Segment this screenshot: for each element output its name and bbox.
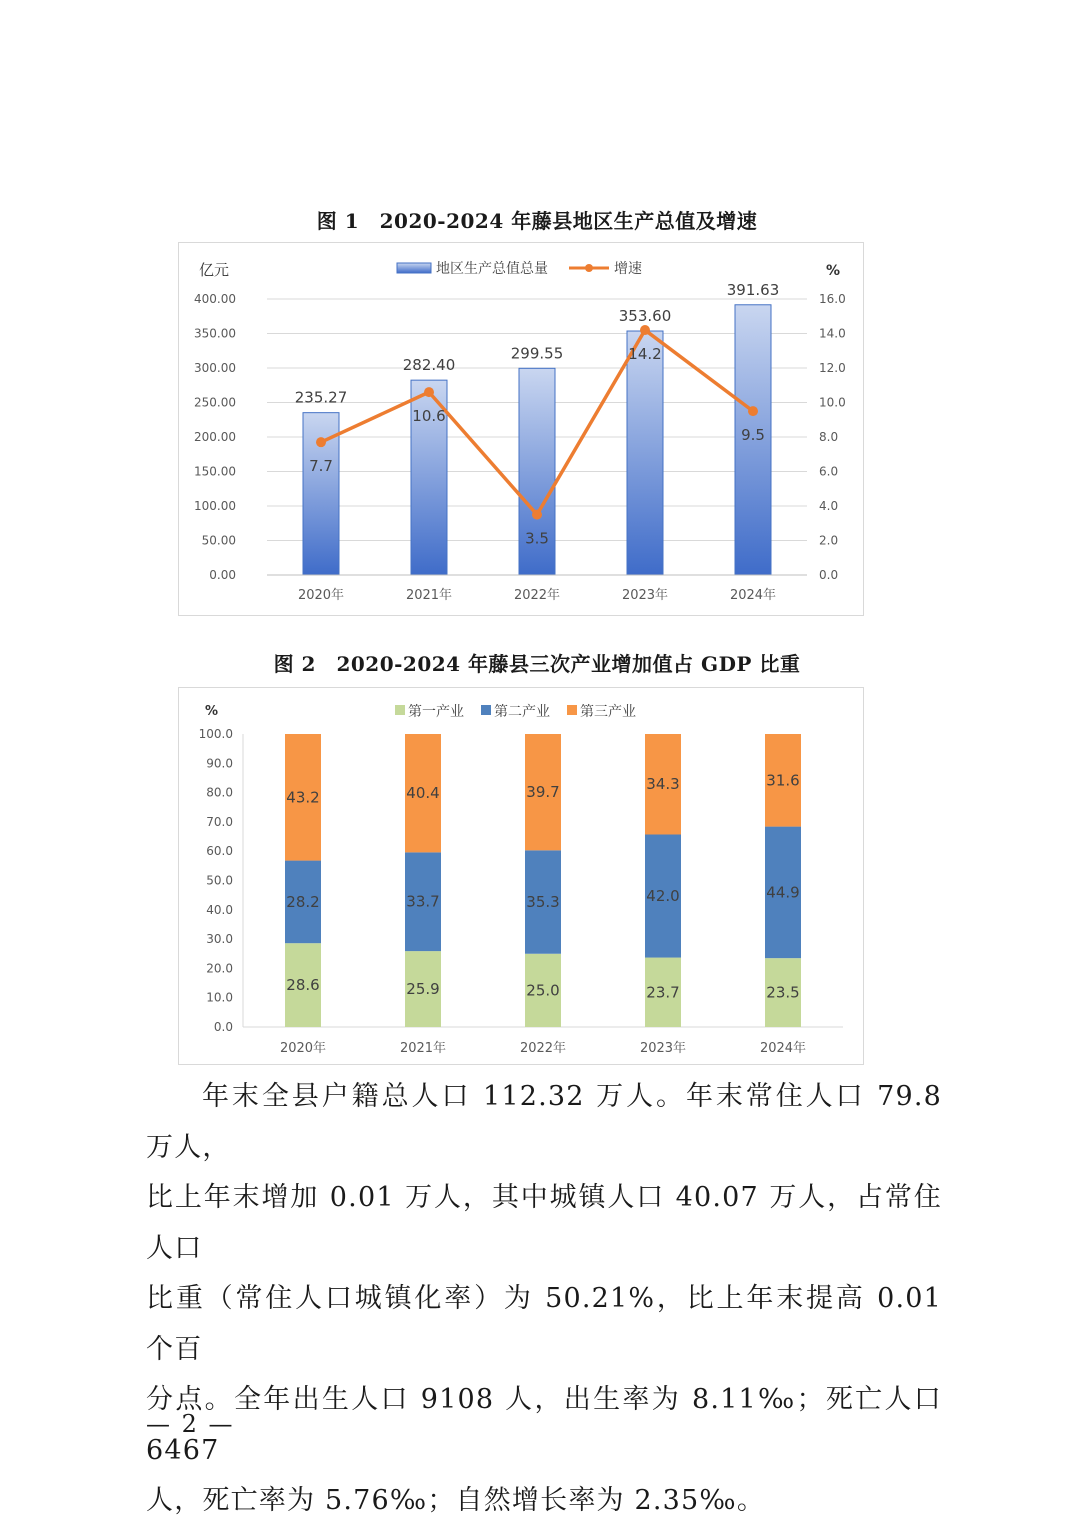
- x-tick-label: 2021年: [405, 588, 453, 603]
- x-tick-label: 2020年: [297, 588, 345, 603]
- x-tick-label: 2020年: [279, 1041, 327, 1056]
- segment-label: 23.5: [766, 983, 800, 1002]
- x-tick-label: 2021年: [399, 1041, 447, 1056]
- y-left-tick-label: 0.00: [209, 568, 236, 582]
- figure-2-chart: [178, 687, 864, 1065]
- y-left-tick-label: 50.00: [201, 533, 236, 548]
- y-tick-label: 70.0: [206, 814, 233, 829]
- legend-label: 第一产业: [408, 704, 464, 720]
- y-left-tick-label: 300.00: [194, 361, 236, 375]
- y-left-unit: 亿元: [199, 261, 230, 279]
- x-tick-label: 2022年: [519, 1041, 567, 1056]
- legend-label: 第三产业: [580, 704, 636, 720]
- paragraph-line: 比重（常住人口城镇化率）为 50.21%，比上年末提高 0.01 个百: [146, 1283, 942, 1365]
- legend-swatch: [567, 705, 577, 715]
- y-right-unit: %: [826, 263, 841, 279]
- y-right-tick-label: 6.0: [819, 464, 839, 479]
- y-left-tick-label: 200.00: [194, 430, 236, 444]
- y-tick-label: 10.0: [206, 990, 233, 1005]
- legend-marker-line: [585, 264, 593, 272]
- segment-label: 35.3: [526, 893, 560, 912]
- y-right-tick-label: 8.0: [819, 430, 839, 444]
- gdp-bar-label: 282.40: [402, 356, 456, 375]
- growth-label: 7.7: [309, 457, 333, 476]
- x-tick-label: 2023年: [621, 588, 669, 603]
- y-unit: %: [205, 704, 219, 719]
- y-right-tick-label: 4.0: [819, 499, 839, 513]
- industry-share-chart-svg: [179, 688, 863, 1064]
- gdp-bar-label: 353.60: [618, 307, 672, 326]
- y-right-tick-label: 14.0: [819, 326, 846, 341]
- y-right-tick-label: 0.0: [819, 568, 839, 582]
- segment-label: 42.0: [646, 887, 680, 906]
- x-tick-label: 2022年: [513, 588, 561, 603]
- growth-label: 9.5: [741, 426, 765, 445]
- gdp-bar-label: 391.63: [726, 280, 780, 299]
- y-right-tick-label: 2.0: [819, 533, 839, 548]
- segment-label: 28.2: [286, 892, 320, 911]
- growth-point: [424, 387, 434, 397]
- y-left-tick-label: 400.00: [194, 292, 236, 306]
- segment-label: 43.2: [286, 788, 320, 807]
- y-left-tick-label: 250.00: [194, 395, 236, 410]
- x-tick-label: 2024年: [759, 1041, 807, 1056]
- growth-point: [748, 406, 758, 416]
- y-tick-label: 40.0: [206, 902, 233, 917]
- segment-label: 40.4: [406, 784, 440, 803]
- segment-label: 25.9: [406, 980, 440, 999]
- segment-label: 33.7: [406, 892, 440, 911]
- gdp-bar-label: 299.55: [510, 344, 564, 363]
- figure-1-chart: [178, 242, 864, 616]
- gdp-chart-svg: [179, 243, 863, 615]
- figure-2-caption: 图 2 2020-2024 年藤县三次产业增加值占 GDP 比重: [273, 652, 801, 676]
- paragraph-line: 分点。全年出生人口 9108 人，出生率为 8.11‰；死亡人口 6467: [146, 1384, 942, 1466]
- growth-label: 10.6: [412, 407, 446, 426]
- legend-label: 第二产业: [494, 704, 550, 720]
- y-right-tick-label: 12.0: [819, 361, 846, 375]
- segment-label: 39.7: [526, 783, 560, 802]
- paragraph-line: 年末全县户籍总人口 112.32 万人。年末常住人口 79.8 万人，: [146, 1081, 942, 1163]
- y-tick-label: 90.0: [206, 756, 233, 771]
- segment-label: 23.7: [646, 983, 680, 1002]
- legend-swatch-bar: [397, 263, 431, 273]
- segment-label: 44.9: [766, 883, 800, 902]
- y-tick-label: 20.0: [206, 961, 233, 976]
- y-tick-label: 100.0: [198, 727, 233, 741]
- y-left-tick-label: 150.00: [194, 464, 236, 479]
- segment-label: 25.0: [526, 981, 560, 1000]
- segment-label: 28.6: [286, 976, 320, 995]
- segment-label: 31.6: [766, 771, 800, 790]
- y-right-tick-label: 10.0: [819, 395, 846, 410]
- y-tick-label: 60.0: [206, 844, 233, 859]
- gdp-bar-label: 235.27: [294, 388, 348, 407]
- growth-label: 3.5: [525, 529, 549, 548]
- figure-1-caption: 图 1 2020-2024 年藤县地区生产总值及增速: [316, 209, 758, 233]
- population-paragraph: [146, 1072, 942, 1527]
- x-tick-label: 2024年: [729, 588, 777, 603]
- x-tick-label: 2023年: [639, 1041, 687, 1056]
- y-tick-label: 80.0: [206, 785, 233, 800]
- growth-point: [640, 325, 650, 335]
- legend-swatch: [395, 705, 405, 715]
- y-left-tick-label: 100.00: [194, 499, 236, 513]
- growth-point: [316, 437, 326, 447]
- legend-swatch: [481, 705, 491, 715]
- segment-label: 34.3: [646, 775, 680, 794]
- y-tick-label: 0.0: [213, 1020, 233, 1034]
- growth-label: 14.2: [628, 345, 662, 364]
- growth-point: [532, 510, 542, 520]
- paragraph-line: 人，死亡率为 5.76‰；自然增长率为 2.35‰。: [146, 1485, 766, 1516]
- y-right-tick-label: 16.0: [819, 292, 846, 306]
- legend-label-line: 增速: [614, 261, 642, 277]
- y-tick-label: 30.0: [206, 932, 233, 947]
- y-left-tick-label: 350.00: [194, 326, 236, 341]
- y-tick-label: 50.0: [206, 873, 233, 888]
- paragraph-line: 比上年末增加 0.01 万人，其中城镇人口 40.07 万人，占常住人口: [146, 1182, 942, 1264]
- page-number: — 2 —: [146, 1410, 235, 1438]
- legend-label-bar: 地区生产总值总量: [436, 261, 548, 277]
- gdp-bar: [627, 331, 663, 575]
